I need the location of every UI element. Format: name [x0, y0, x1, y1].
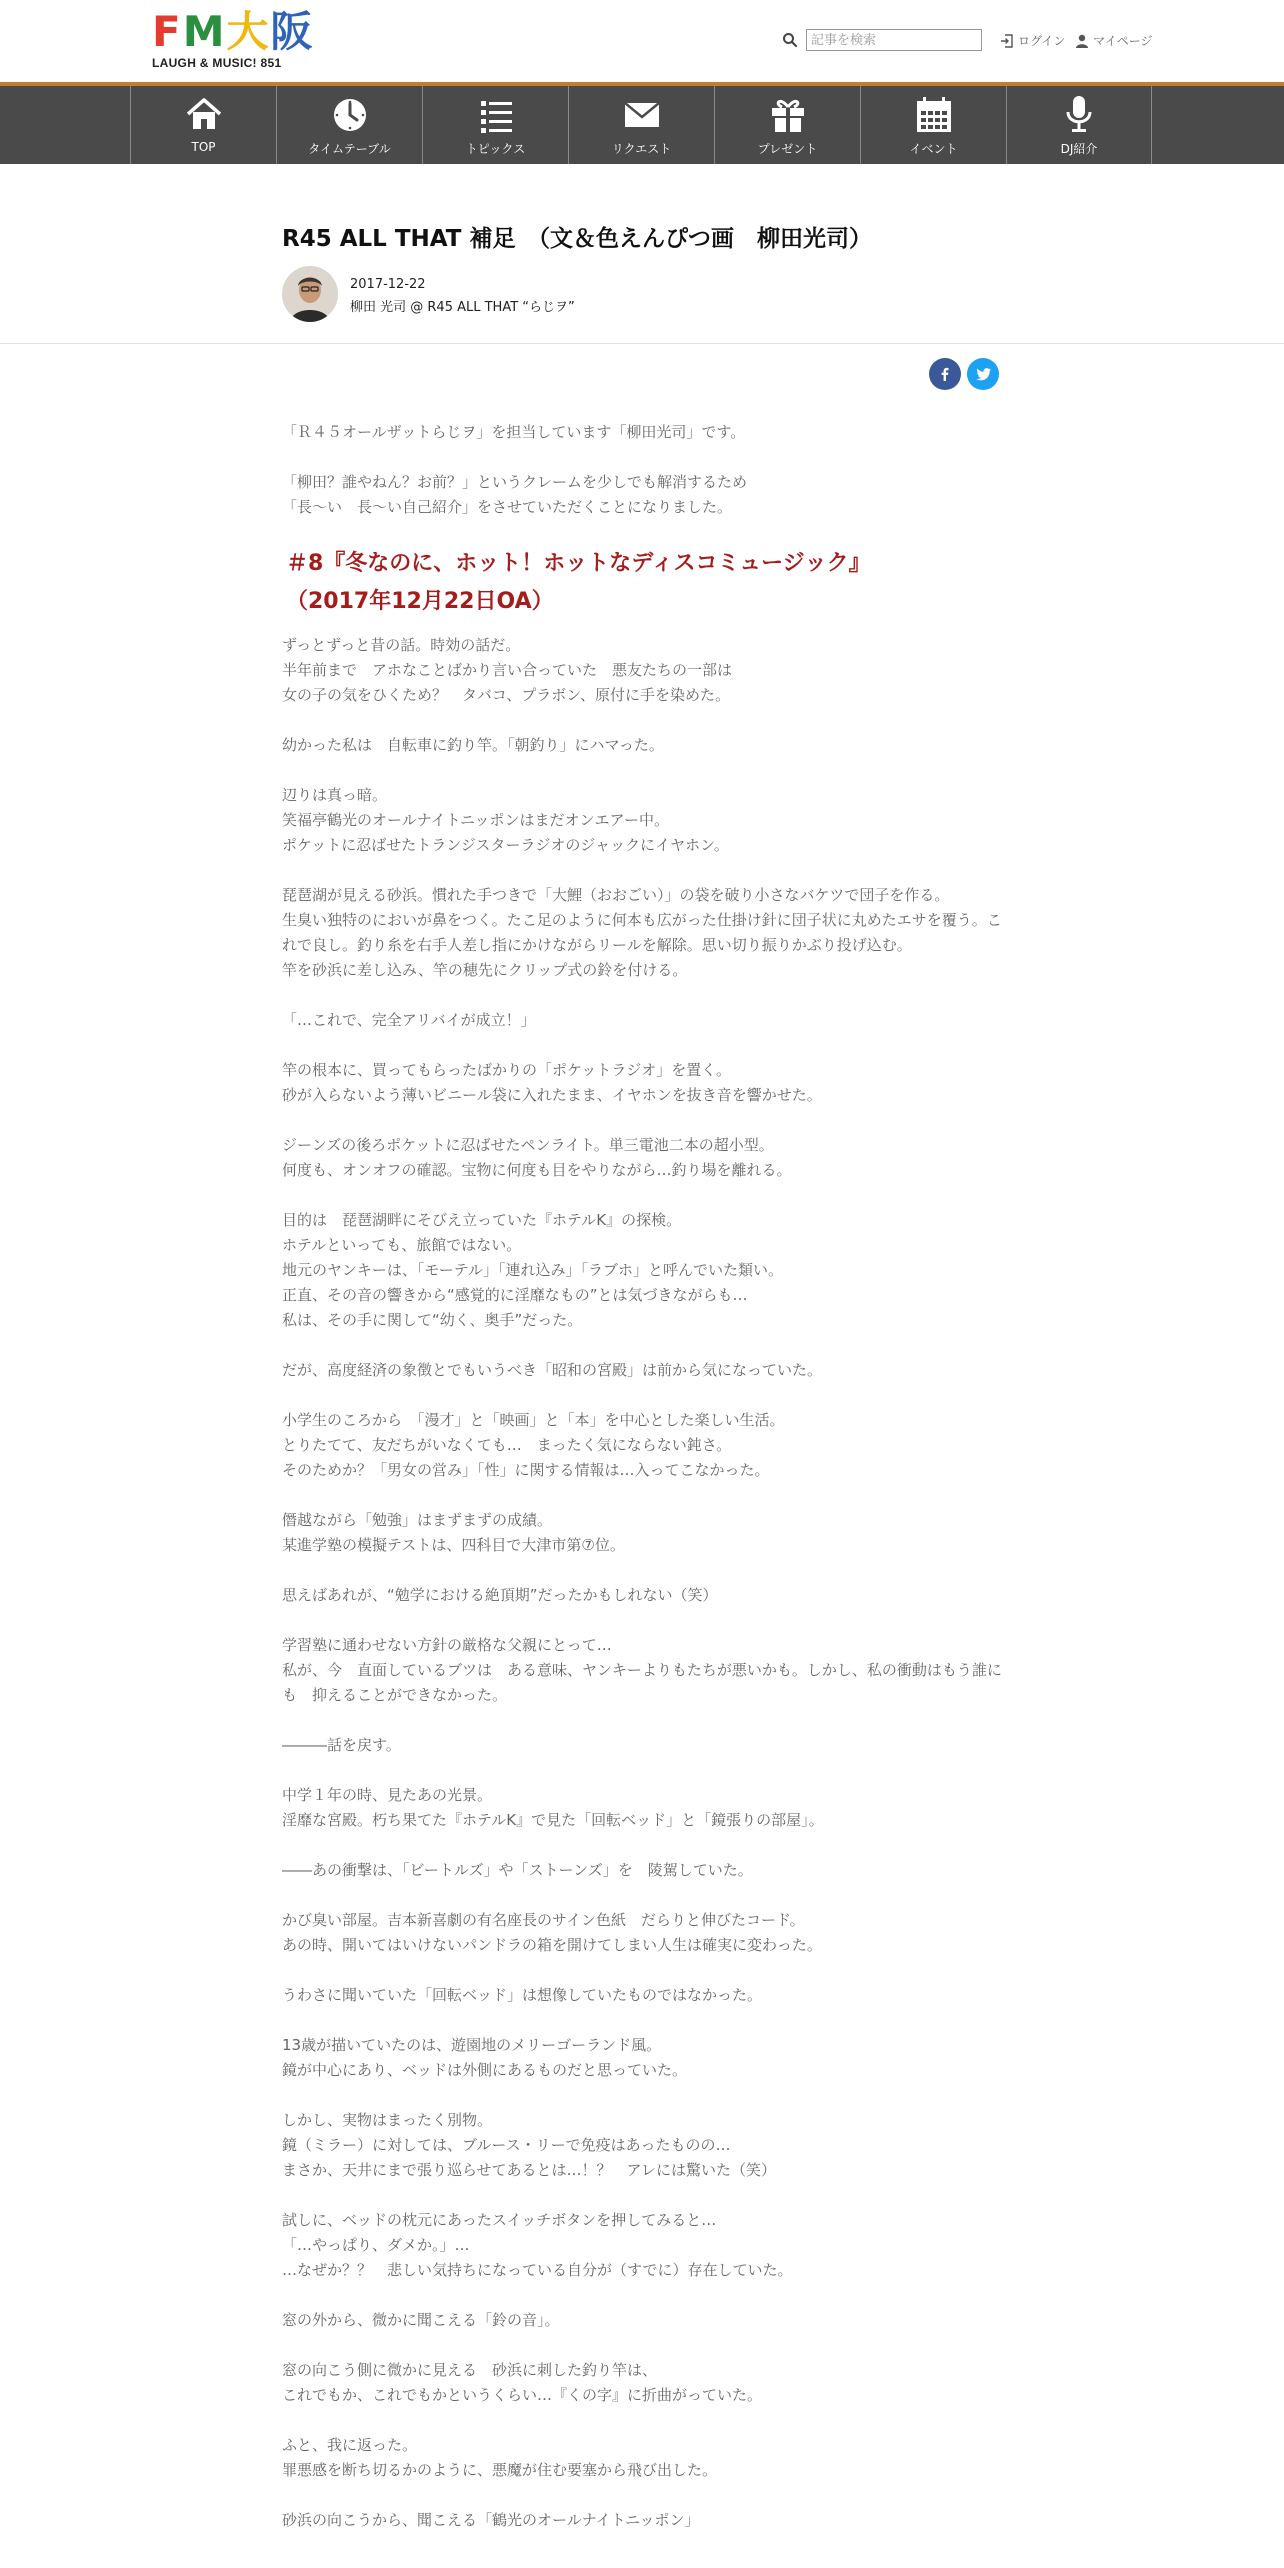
body-paragraph: かび臭い部屋。吉本新喜劇の有名座長のサイン色紙 だらりと伸びたコード。 あの時、開いてはいけないパンドラの箱を開けてしまい人生は確実に変わった。 — [282, 1911, 822, 1954]
body-paragraph: 幼かった私は 自転車に釣り竿。「朝釣り」にハマった。 — [282, 736, 664, 754]
nav-label: タイムテーブル — [308, 142, 391, 156]
nav-label: プレゼント — [757, 142, 818, 156]
body-paragraph: ――あの衝撃は、「ビートルズ」や「ストーンズ」を 陵駕していた。 — [282, 1861, 753, 1879]
search-icon[interactable] — [782, 32, 798, 48]
body-paragraph: 学習塾に通わせない方針の厳格な父親にとって… 私が、今 直面しているブツは ある意味、ヤンキーよりもたちが悪いかも。しかし、私の衝動はもう誰にも 抑えることができなかった。 — [282, 1636, 1002, 1704]
body-paragraph: うわさに聞いていた「回転ベッド」は想像していたものではなかった。 — [282, 1986, 763, 2004]
body-paragraph: ジーンズの後ろポケットに忍ばせたペンライト。単三電池二本の超小型。 何度も、オンオフの確認。宝物に何度も目をやりながら…釣り場を離れる。 — [282, 1136, 792, 1179]
body-paragraph: 砂浜の向こうから、聞こえる「鶴光のオールナイトニッポン」 — [282, 2511, 700, 2529]
article-author[interactable]: 柳田 光司 @ R45 ALL THAT “らじヲ” — [350, 300, 575, 315]
body-paragraph: 思えばあれが、“勉学における絶頂期”だったかもしれない（笑） — [282, 1586, 718, 1604]
main-nav — [0, 86, 1284, 164]
logo-mark: F M 大 阪 — [152, 7, 313, 56]
nav-item-request[interactable] — [568, 86, 714, 164]
nav-item-present[interactable] — [714, 86, 860, 164]
mypage-link[interactable] — [1075, 32, 1153, 49]
intro-paragraph: 「柳田？誰やねん？お前？」というクレームを少しでも解消するため 「長～い 長～い自己紹介」をさせていただくことになりました。 — [282, 473, 748, 516]
header-divider — [0, 343, 1284, 344]
login-label: ログイン — [1018, 34, 1066, 48]
body-paragraph: だが、高度経済の象徴とでもいうべき「昭和の宮殿」は前から気になっていた。 — [282, 1361, 823, 1379]
intro-paragraph: 「Ｒ４５オールザットらじヲ」を担当しています「柳田光司」です。 — [282, 423, 746, 441]
body-paragraph: 目的は 琵琶湖畔にそびえ立っていた『ホテルK』の探検。 ホテルといっても、旅館ではない。 地元のヤンキーは、「モーテル」「連れ込み」「ラブホ」と呼んでいた類い。 正直、その音の響きから“感覚的に淫靡なもの”とは気づきながらも… 私は、その手に関して“幼く、奥手”だった。 — [282, 1211, 784, 1329]
nav-item-topics[interactable] — [422, 86, 568, 164]
login-icon — [1000, 34, 1014, 48]
user-icon — [1075, 34, 1089, 48]
nav-label: トピックス — [465, 142, 526, 156]
mail-icon — [622, 94, 662, 134]
body-paragraph: しかし、実物はまったく別物。 鏡（ミラー）に対しては、ブルース・リーで免疫はあったものの… まさか、天井にまで張り巡らせてあるとは…！？ アレには驚いた（笑） — [282, 2111, 776, 2179]
login-link[interactable] — [1000, 32, 1065, 49]
nav-item-timetable[interactable] — [276, 86, 422, 164]
twitter-icon — [976, 368, 991, 381]
calendar-icon — [914, 94, 954, 134]
body-paragraph: 小学生のころから 「漫才」と「映画」と「本」を中心とした楽しい生活。 とりたてて、友だちがいなくても… まったく気にならない鈍さ。 そのためか？「男女の営み」「性」に関する情報は…入ってこなかった。 — [282, 1411, 785, 1479]
logo-tagline: LAUGH & MUSIC! 851 — [152, 56, 282, 70]
nav-item-dj[interactable] — [1006, 86, 1152, 164]
author-avatar[interactable] — [282, 266, 338, 322]
search-bar — [782, 29, 982, 51]
body-paragraph: ずっとずっと昔の話。時効の話だ。 半年前まで アホなことばかり言い合っていた 悪友たちの一部は 女の子の気をひくため？ タバコ、プラボン、原付に手を染めた。 — [282, 636, 733, 704]
body-paragraph: 窓の外から、微かに聞こえる「鈴の音」。 — [282, 2311, 560, 2329]
gift-icon — [768, 94, 808, 134]
facebook-share-button[interactable] — [929, 358, 961, 390]
twitter-share-button[interactable] — [967, 358, 999, 390]
article-body — [282, 420, 1002, 2558]
episode-heading: ＃8『冬なのに、ホット！ホットなディスコミュージック』 （2017年12月22日OA） — [286, 551, 871, 614]
body-paragraph: 試しに、ベッドの枕元にあったスイッチボタンを押してみると… 「…やっぱり、ダメか。」… …なぜか？？ 悲しい気持ちになっている自分が（すでに）存在していた。 — [282, 2211, 793, 2279]
body-paragraph: 僭越ながら「勉強」はまずまずの成績。 某進学塾の模擬テストは、四科目で大津市第⑦位。 — [282, 1511, 625, 1554]
nav-label: DJ紹介 — [1060, 142, 1098, 156]
search-input[interactable] — [806, 29, 982, 51]
mypage-label: マイページ — [1093, 34, 1153, 48]
body-paragraph: ―――話を戻す。 — [282, 1736, 401, 1754]
body-paragraph: 窓の向こう側に微かに見える 砂浜に刺した釣り竿は、 これでもか、これでもかというくらい…『くの字』に折曲がっていた。 — [282, 2361, 763, 2404]
article-paragraphs — [282, 633, 1002, 2533]
microphone-icon — [1059, 94, 1099, 134]
article-date: 2017-12-22 — [350, 277, 426, 292]
author-portrait-icon — [282, 266, 338, 322]
article-title: R45 ALL THAT 補足 （文＆色えんぴつ画 柳田光司） — [282, 226, 872, 252]
facebook-icon — [938, 367, 952, 381]
body-paragraph: 辺りは真っ暗。 笑福亭鶴光のオールナイトニッポンはまだオンエアー中。 ポケットに忍ばせたトランジスターラジオのジャックにイヤホン。 — [282, 786, 729, 854]
list-icon — [476, 94, 516, 134]
body-paragraph: 中学１年の時、見たあの光景。 淫靡な宮殿。朽ち果てた『ホテルK』で見た「回転ベッド」と「鏡張りの部屋」。 — [282, 1786, 824, 1829]
body-paragraph: 「…これで、完全アリバイが成立！」 — [282, 1011, 536, 1029]
nav-item-top[interactable] — [130, 86, 276, 164]
clock-icon — [330, 94, 370, 134]
site-logo[interactable] — [152, 7, 313, 74]
body-paragraph: 琵琶湖が見える砂浜。慣れた手つきで「大鯉（おおごい）」の袋を破り小さなバケツで団子を作る。 生臭い独特のにおいが鼻をつく。たこ足のように何本も広がった仕掛け針に団子状に丸めたエサを覆う。これで良し。釣り糸を右手人差し指にかけながらリールを解除。思い切り振りかぶり投げ込む。 竿を砂浜に差し込み、竿の穂先にクリップ式の鈴を付ける。 — [282, 886, 1002, 979]
nav-label: イベント — [909, 142, 958, 156]
nav-label: リクエスト — [611, 142, 672, 156]
body-paragraph: 竿の根本に、買ってもらったばかりの「ポケットラジオ」を置く。 砂が入らないよう薄いビニール袋に入れたまま、イヤホンを抜き音を響かせた。 — [282, 1061, 822, 1104]
home-icon — [184, 94, 224, 134]
nav-label: TOP — [191, 140, 216, 154]
body-paragraph: 13歳が描いていたのは、遊園地のメリーゴーランド風。 鏡が中心にあり、ベッドは外側にあるものだと思っていた。 — [282, 2036, 688, 2079]
body-paragraph: ふと、我に返った。 罪悪感を断ち切るかのように、悪魔が住む要塞から飛び出した。 — [282, 2436, 718, 2479]
site-header — [0, 0, 1284, 86]
nav-item-event[interactable] — [860, 86, 1006, 164]
